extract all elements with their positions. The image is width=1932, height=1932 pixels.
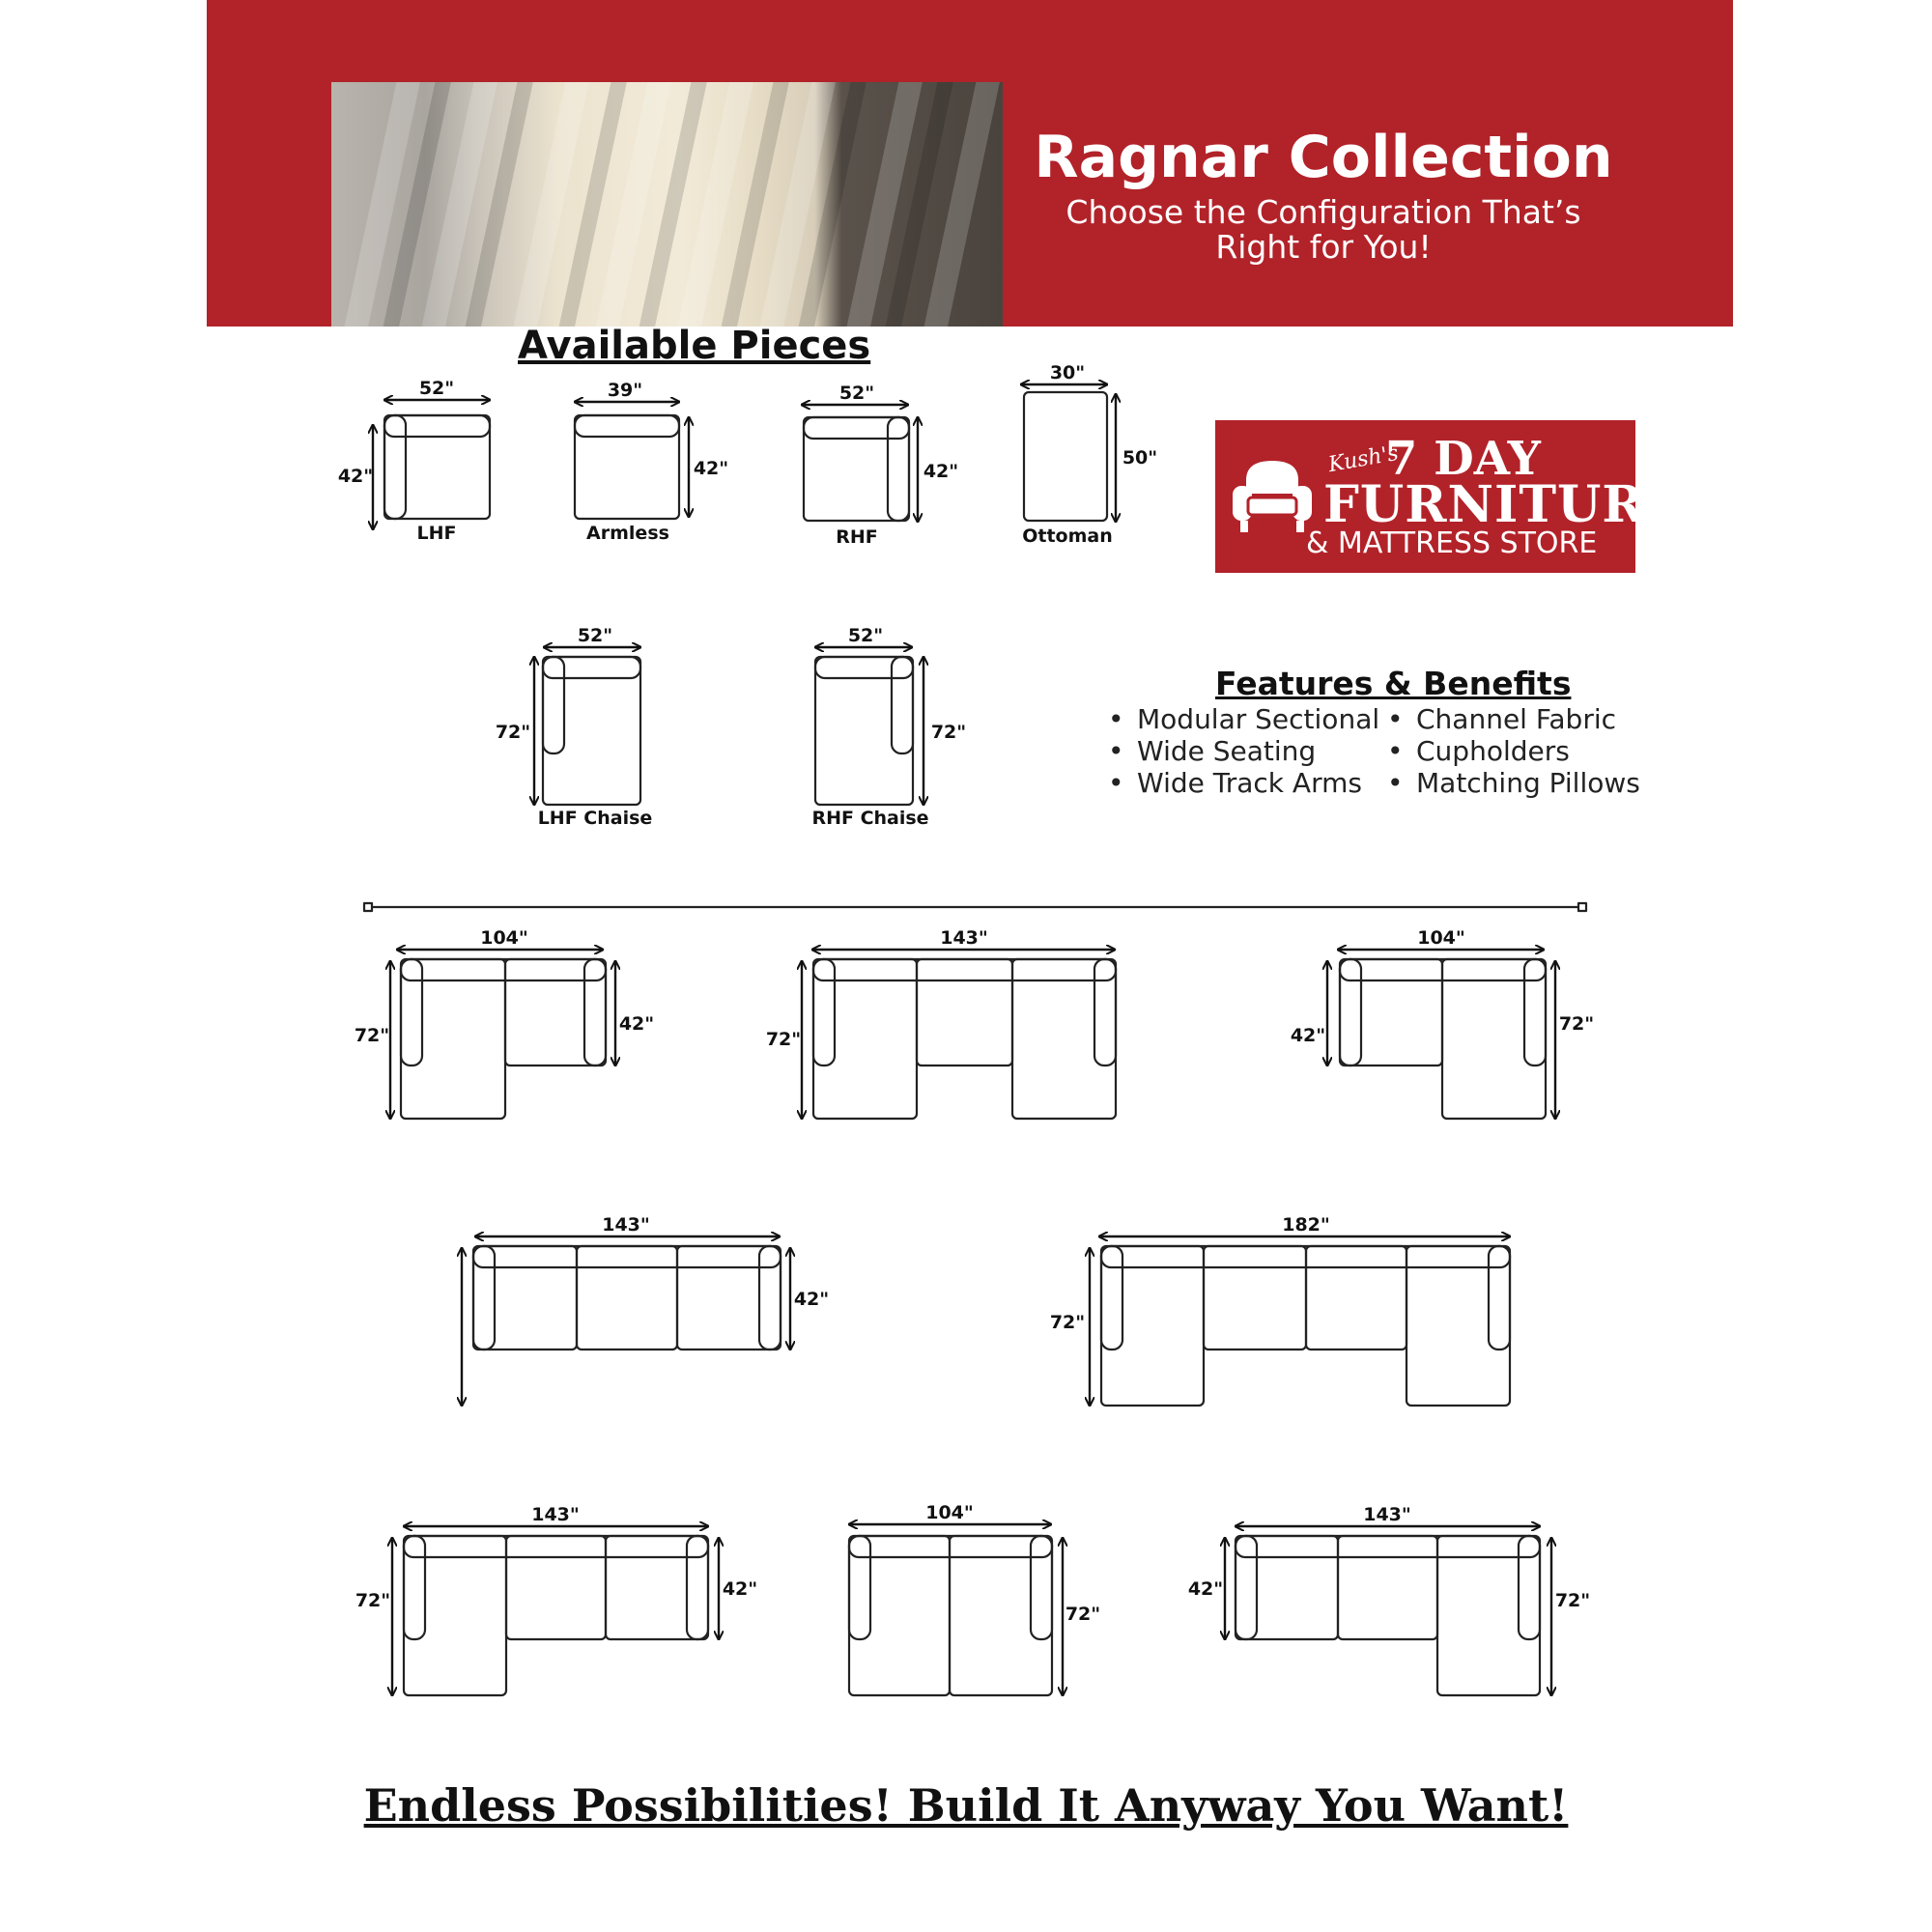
rhf-chaise-width-label: 52"	[847, 625, 884, 646]
section-divider	[364, 903, 1586, 911]
config-4-right: 42"	[793, 1289, 830, 1310]
config-7-right: 72"	[1065, 1604, 1101, 1625]
tagline: Endless Possibilities! Build It Anyway You Want!	[363, 1779, 1569, 1832]
config-5-sectional	[1101, 1246, 1510, 1406]
lhf-chaise-width-label: 52"	[577, 625, 613, 646]
config-1-sectional	[401, 959, 606, 1119]
ottoman-piece	[1024, 392, 1107, 521]
config-5-width: 182"	[1282, 1214, 1330, 1236]
armless-piece	[575, 415, 679, 519]
rhf-chaise-depth-label: 72"	[930, 722, 967, 743]
config-3-left: 42"	[1290, 1025, 1326, 1046]
logo-line2: FURNITURE	[1323, 475, 1685, 534]
lhf-chaise-name-label: LHF Chaise	[537, 808, 653, 829]
armless-depth-label: 42"	[693, 458, 729, 479]
config-1-width: 104"	[480, 927, 528, 949]
config-1-left: 72"	[354, 1025, 390, 1046]
rhf-width-label: 52"	[838, 383, 875, 404]
ottoman-width-label: 30"	[1049, 362, 1086, 384]
armless-name-label: Armless	[586, 523, 669, 544]
lhf-chaise-piece	[543, 657, 640, 805]
banner-subtitle-line2: Right for You!	[1215, 228, 1432, 266]
feature-item: • Wide Track Arms	[1137, 767, 1362, 799]
config-6-left: 72"	[355, 1590, 391, 1611]
config-8-left: 42"	[1187, 1578, 1224, 1600]
lhf-width-label: 52"	[418, 378, 455, 399]
logo-line3: & MATTRESS STORE	[1306, 526, 1598, 560]
config-8-right: 72"	[1554, 1590, 1591, 1611]
config-5-left: 72"	[1049, 1312, 1086, 1333]
feature-item: • Matching Pillows	[1416, 767, 1640, 799]
logo-line1: 7 DAY	[1385, 432, 1541, 486]
config-6-sectional	[404, 1536, 708, 1695]
rhf-name-label: RHF	[836, 526, 878, 548]
ottoman-depth-label: 50"	[1122, 447, 1158, 469]
rhf-depth-label: 42"	[923, 461, 959, 482]
lhf-depth-label: 42"	[337, 466, 374, 487]
config-4-sofa	[473, 1246, 781, 1350]
armless-width-label: 39"	[607, 380, 643, 401]
config-2-width: 143"	[940, 927, 988, 949]
config-8-width: 143"	[1363, 1504, 1411, 1525]
lhf-piece	[384, 415, 490, 519]
config-3-sectional	[1340, 959, 1546, 1119]
feature-item: • Channel Fabric	[1416, 703, 1616, 735]
lhf-chaise-depth-label: 72"	[495, 722, 531, 743]
diagram-labels	[338, 362, 1594, 1625]
logo-script: Kush's	[1326, 440, 1401, 478]
available-pieces-heading: Available Pieces	[518, 324, 871, 368]
lhf-name-label: LHF	[416, 523, 457, 544]
ottoman-name-label: Ottoman	[1022, 526, 1113, 547]
config-2-left: 72"	[765, 1029, 802, 1050]
config-1-right: 42"	[618, 1013, 655, 1035]
rhf-chaise-piece	[815, 657, 913, 805]
config-6-right: 42"	[722, 1578, 758, 1600]
banner-subtitle-line1: Choose the Configuration That’s	[1065, 193, 1581, 231]
banner-title: Ragnar Collection	[1034, 124, 1613, 191]
config-7-width: 104"	[925, 1502, 974, 1523]
feature-item: • Modular Sectional	[1137, 703, 1379, 735]
dimension-arrows	[373, 384, 1555, 1695]
features-heading: Features & Benefits	[1215, 665, 1572, 702]
config-2-sectional	[813, 959, 1116, 1119]
feature-item: • Cupholders	[1416, 735, 1570, 767]
config-7-loveseat	[849, 1536, 1052, 1695]
rhf-chaise-name-label: RHF Chaise	[811, 808, 929, 829]
config-4-width: 143"	[602, 1214, 650, 1236]
config-6-width: 143"	[531, 1504, 580, 1525]
config-8-sectional	[1236, 1536, 1540, 1695]
config-3-right: 72"	[1558, 1013, 1595, 1035]
feature-item: • Wide Seating	[1137, 735, 1316, 767]
rhf-piece	[804, 417, 909, 521]
config-3-width: 104"	[1417, 927, 1465, 949]
